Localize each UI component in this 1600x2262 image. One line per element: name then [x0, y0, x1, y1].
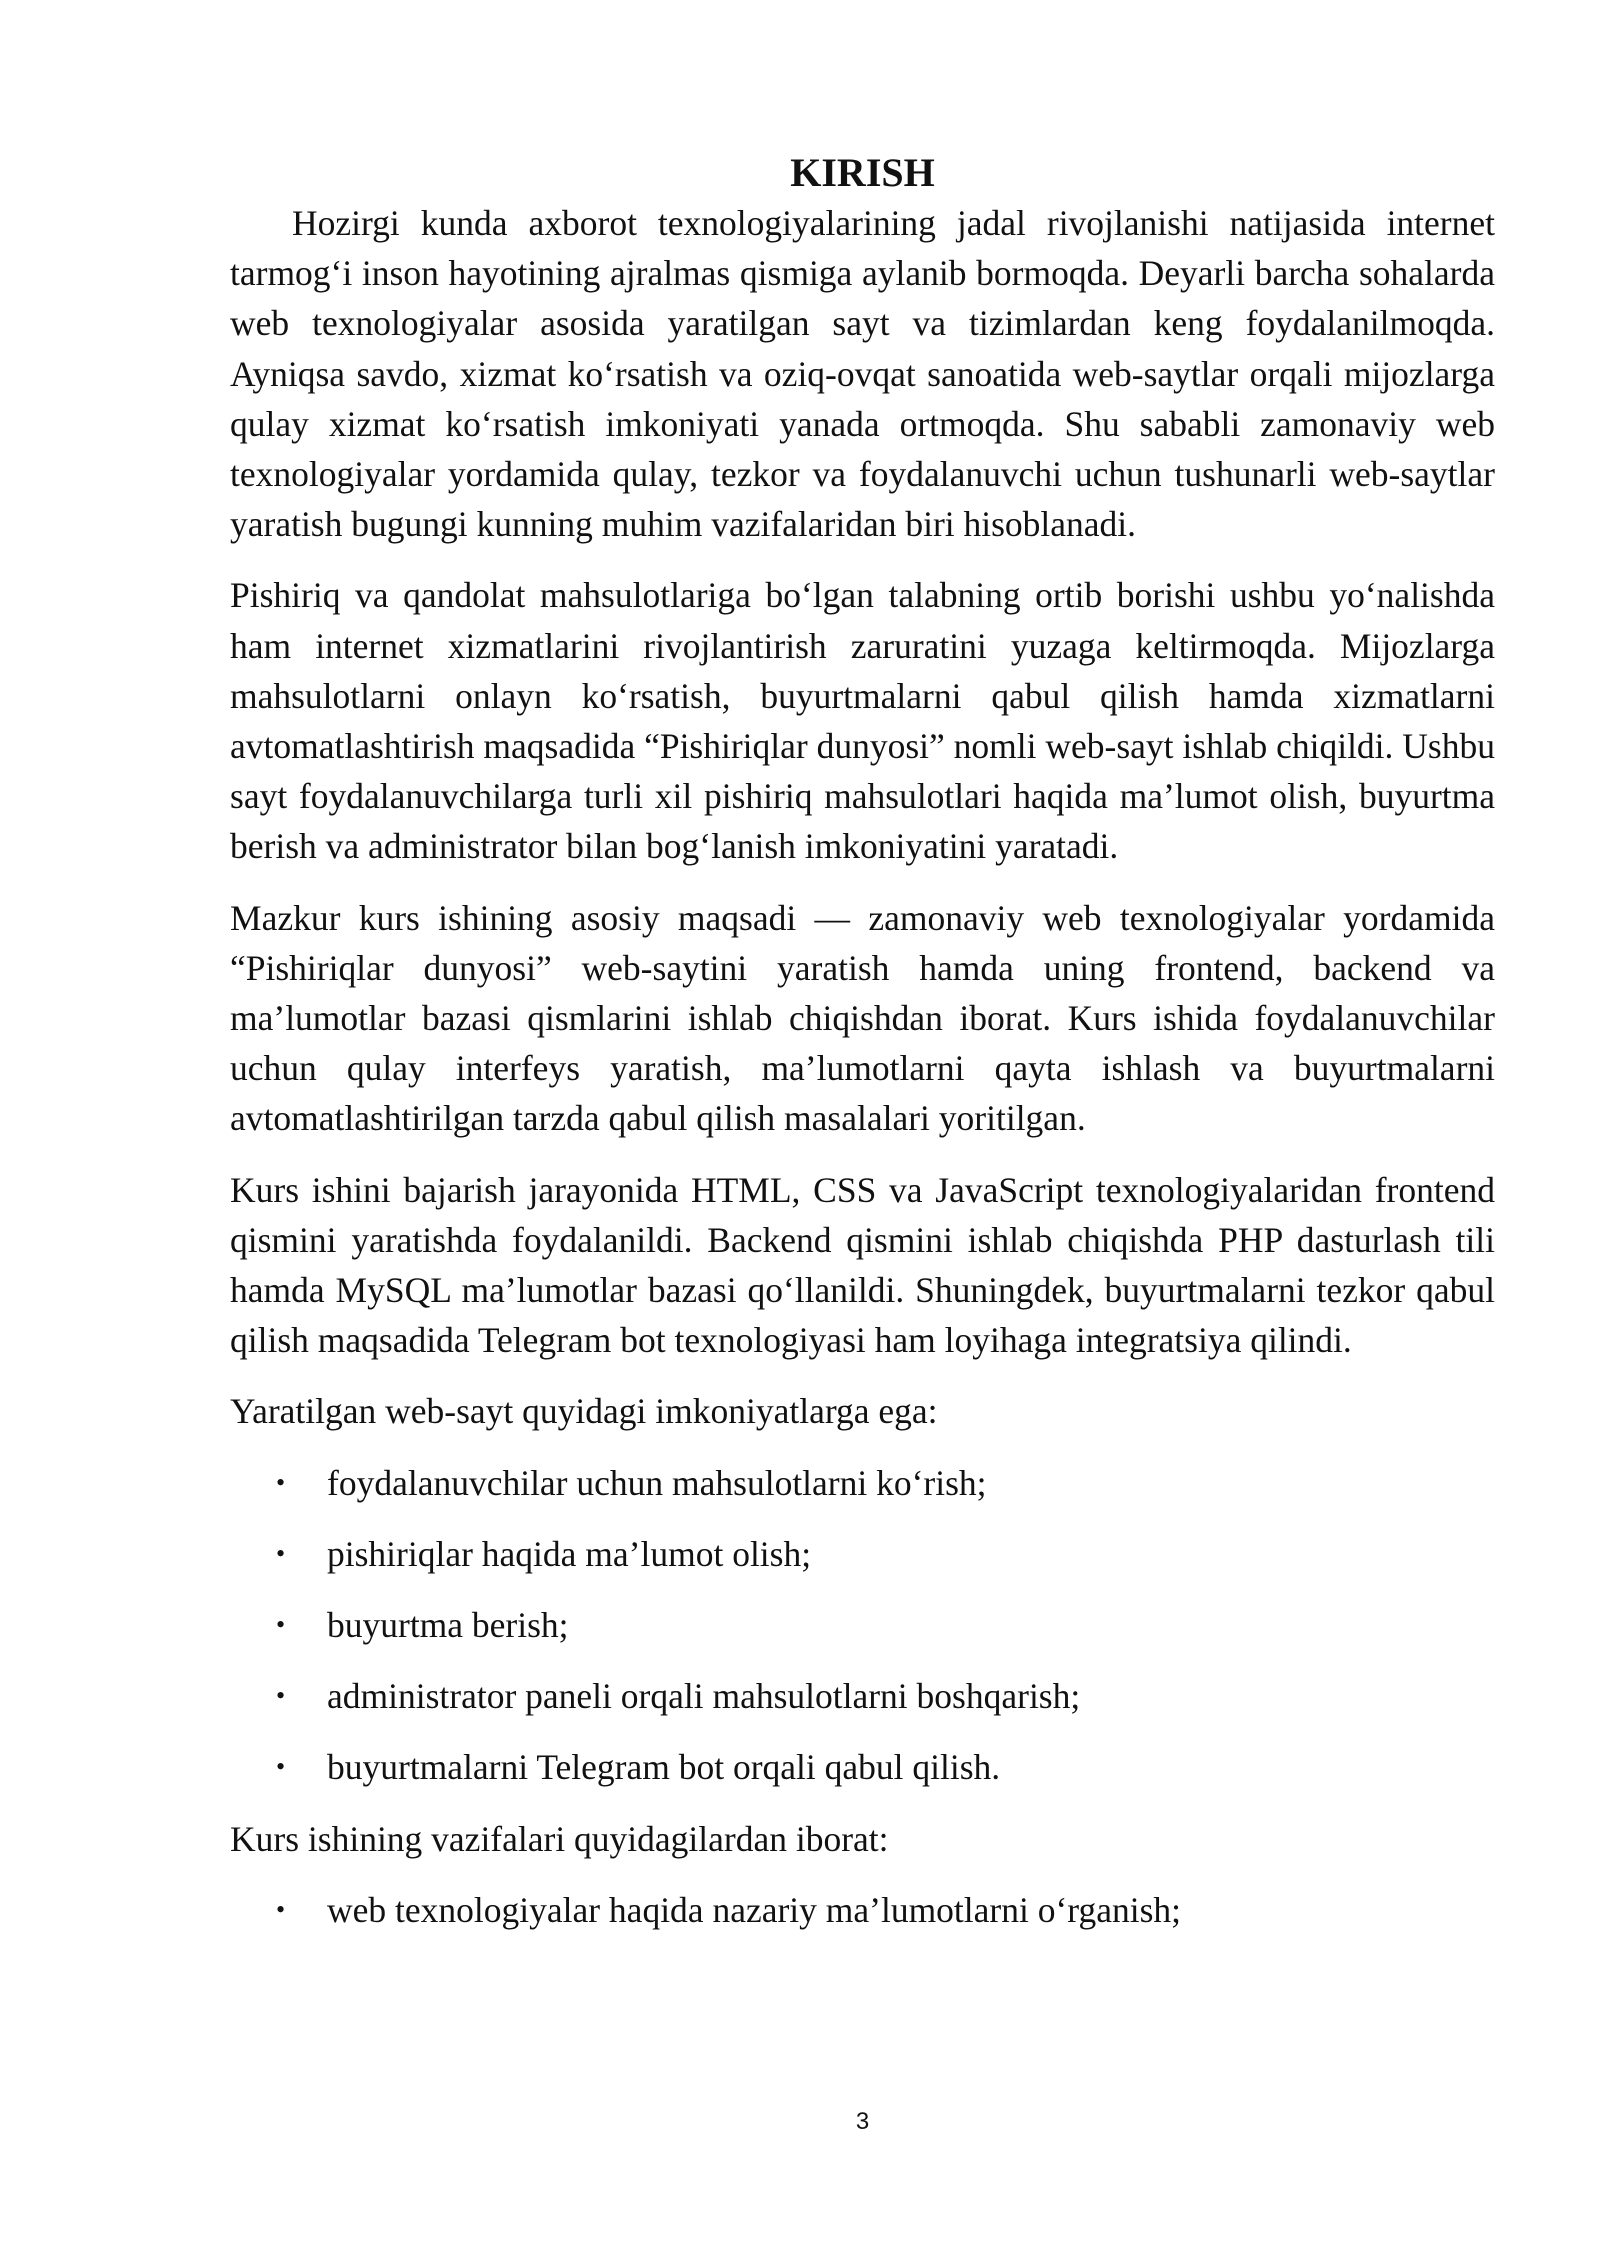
features-list [230, 1458, 1495, 1793]
list-item-text: buyurtma berish; [327, 1605, 569, 1646]
list-item-text: pishiriqlar haqida ma’lumot olish; [327, 1533, 812, 1574]
list-item [230, 1671, 1495, 1721]
tasks-list [230, 1885, 1495, 1935]
demand-paragraph: Pishiriq va qandolat mahsulotlariga bo‘lgan talabning ortib borishi ushbu yo‘nalishda ham internet xizmatlarini rivojlantirish zaruratini yuzaga keltirmoqda. Mijozlarga mahsulotlarni onlayn ko‘rsatish, buyurtmalarni qabul qilish hamda xizmatlarni avtomatlashtirish maqsadida “Pishiriqlar dunyosi” nomli web-sayt ishlab chiqildi. Ushbu sayt foydalanuvchilarga turli xil pishiriq mahsulotlari haqida ma’lumot olish, buyurtma berish va administrator bilan bog‘lanish imkoniyatini yaratadi. [230, 575, 1495, 867]
goal-paragraph: Mazkur kurs ishining asosiy maqsadi — zamonaviy web texnologiyalar yordamida “Pishiriqlar dunyosi” web-saytini yaratish hamda uning frontend, backend va ma’lumotlar bazasi qismlarini ishlab chiqishdan iborat. Kurs ishida foydalanuvchilar uchun qulay interfeys yaratish, ma’lumotlarni qayta ishlash va buyurtmalarni avtomatlashtirilgan tarzda qabul qilish masalalari yoritilgan. [230, 897, 1495, 1139]
features-intro: Yaratilgan web-sayt quyidagi imkoniyatlarga ega: [230, 1391, 938, 1432]
bullet-icon: • [276, 1894, 286, 1924]
page-title: KIRISH [790, 150, 935, 195]
bullet-icon: • [276, 1538, 286, 1568]
intro-paragraph: Hozirgi kunda axborot texnologiyalarining jadal rivojlanishi natijasida internet tarmog‘i inson hayotining ajralmas qismiga aylanib bormoqda. Deyarli barcha sohalarda web texnologiyalar asosida yaratilgan sayt va tizimlardan keng foydalanilmoqda. Ayniqsa savdo, xizmat ko‘rsatish va oziq-ovqat sanoatida web-saytlar orqali mijozlarga qulay xizmat ko‘rsatish imkoniyati yanada ortmoqda. Shu sababli zamonaviy web texnologiyalar yordamida qulay, tezkor va foydalanuvchi uchun tushunarli web-saytlar yaratish bugungi kunning muhim vazifalaridan biri hisoblanadi. [230, 203, 1495, 545]
bullet-icon: • [276, 1752, 286, 1782]
bullet-icon: • [276, 1467, 286, 1497]
list-item-text: buyurtmalarni Telegram bot orqali qabul qilish. [327, 1747, 1001, 1788]
page-content [230, 148, 1495, 1956]
bullet-icon: • [276, 1681, 286, 1711]
list-item [230, 1529, 1495, 1579]
technologies-paragraph: Kurs ishini bajarish jarayonida HTML, CSS va JavaScript texnologiyalaridan frontend qismini yaratishda foydalanildi. Backend qismini ishlab chiqishda PHP dasturlash tili hamda MySQL ma’lumotlar bazasi qo‘llanildi. Shuningdek, buyurtmalarni tezkor qabul qilish maqsadida Telegram bot texnologiyasi ham loyihaga integratsiya qilindi. [230, 1169, 1495, 1361]
list-item-text: administrator paneli orqali mahsulotlarni boshqarish; [327, 1676, 1081, 1717]
page-number: 3 [855, 2108, 870, 2135]
list-item-text: web texnologiyalar haqida nazariy ma’lumotlarni o‘rganish; [327, 1889, 1182, 1930]
list-item [230, 1885, 1495, 1935]
list-item [230, 1742, 1495, 1792]
list-item-text: foydalanuvchilar uchun mahsulotlarni ko‘rish; [327, 1462, 987, 1503]
list-item [230, 1600, 1495, 1650]
list-item [230, 1458, 1495, 1508]
bullet-icon: • [276, 1610, 286, 1640]
tasks-intro: Kurs ishining vazifalari quyidagilardan iborat: [230, 1818, 889, 1859]
